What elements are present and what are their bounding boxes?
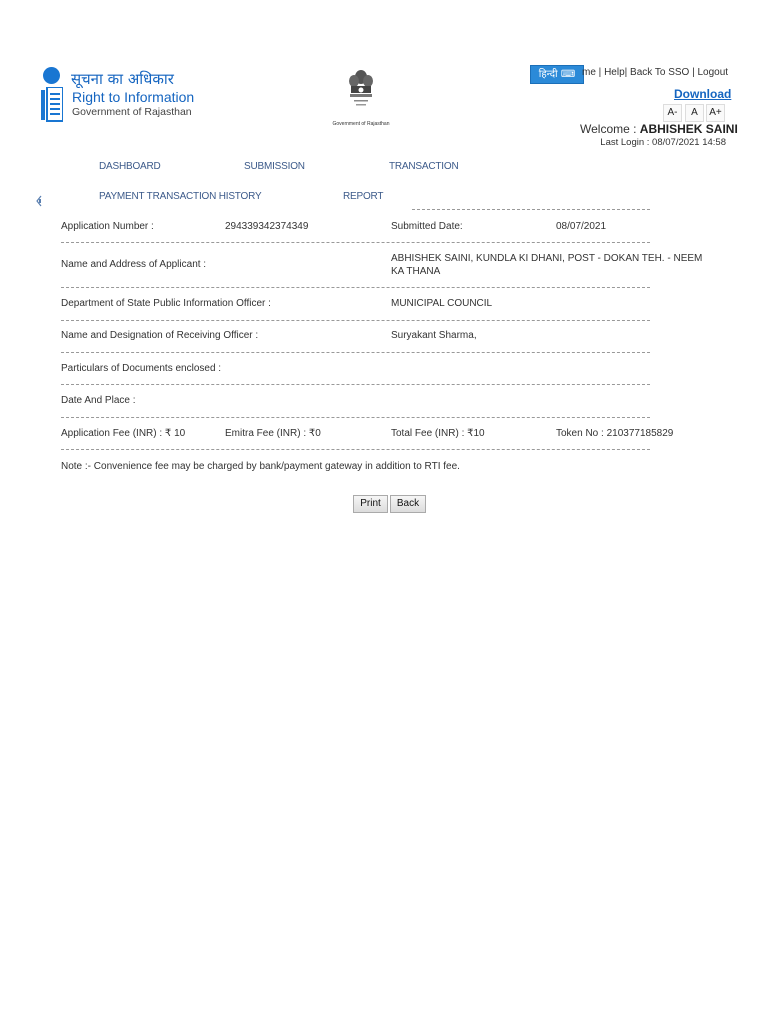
- emblem-caption: Government of Rajasthan: [332, 121, 390, 127]
- divider: [61, 417, 650, 418]
- rti-logo-person-icon: [43, 67, 60, 84]
- submitted-date-value: 08/07/2021: [556, 221, 607, 232]
- divider: [61, 384, 650, 385]
- application-number-value: 294339342374349: [225, 221, 309, 232]
- applicant-label: Name and Address of Applicant :: [61, 259, 207, 270]
- divider: [61, 352, 650, 353]
- sidebar-toggle-icon[interactable]: [36, 195, 42, 207]
- divider: [61, 242, 650, 243]
- nav-submission[interactable]: SUBMISSION: [244, 161, 305, 172]
- receiving-officer-label: Name and Designation of Receiving Officer :: [61, 330, 259, 341]
- application-fee: Application Fee (INR) : ₹ 10: [61, 428, 186, 439]
- nav-transaction[interactable]: TRANSACTION: [389, 161, 459, 172]
- nav-payment-transaction-history[interactable]: PAYMENT TRANSACTION HISTORY: [99, 191, 262, 202]
- date-place-label: Date And Place :: [61, 395, 136, 406]
- state-emblem-icon: [345, 68, 377, 116]
- print-button[interactable]: Print: [353, 495, 388, 513]
- welcome-label: Welcome :: [580, 122, 640, 136]
- help-link[interactable]: Help: [604, 67, 625, 78]
- logo-hindi-title: सूचना का अधिकार: [71, 70, 174, 88]
- rti-logo-document-icon: [41, 87, 63, 127]
- divider: [412, 209, 650, 210]
- download-link[interactable]: Download: [674, 87, 732, 101]
- divider: [61, 287, 650, 288]
- nav-report[interactable]: REPORT: [343, 191, 384, 202]
- divider: [61, 449, 650, 450]
- logo-subtitle: Government of Rajasthan: [72, 106, 192, 118]
- logout-link[interactable]: Logout: [697, 67, 729, 78]
- emitra-fee: Emitra Fee (INR) : ₹0: [225, 428, 321, 439]
- department-value: MUNICIPAL COUNCIL: [391, 298, 493, 309]
- home-link[interactable]: me: [582, 67, 596, 78]
- last-login: Last Login : 08/07/2021 14:58: [600, 137, 726, 148]
- department-label: Department of State Public Information Officer :: [61, 298, 271, 309]
- back-to-sso-link[interactable]: Back To SSO: [630, 67, 690, 78]
- font-decrease-button[interactable]: A-: [663, 104, 682, 122]
- submitted-date-label: Submitted Date:: [391, 221, 463, 232]
- font-normal-button[interactable]: A: [685, 104, 704, 122]
- total-fee: Total Fee (INR) : ₹10: [391, 428, 485, 439]
- user-name: ABHISHEK SAINI: [639, 122, 738, 136]
- back-button[interactable]: Back: [390, 495, 426, 513]
- divider: [61, 320, 650, 321]
- token-number: Token No : 210377185829: [556, 428, 674, 439]
- documents-label: Particulars of Documents enclosed :: [61, 363, 222, 374]
- applicant-value-line2: KA THANA: [391, 266, 441, 277]
- applicant-value-line1: ABHISHEK SAINI, KUNDLA KI DHANI, POST - DOKAN TEH. - NEEM: [391, 253, 703, 264]
- nav-dashboard[interactable]: DASHBOARD: [99, 161, 161, 172]
- application-number-label: Application Number :: [61, 221, 154, 232]
- welcome-text: [580, 122, 738, 136]
- hindi-button-label: हिन्दी: [538, 69, 558, 80]
- logo-title: Right to Information: [72, 89, 195, 105]
- font-increase-button[interactable]: A+: [706, 104, 725, 122]
- convenience-fee-note: Note :- Convenience fee may be charged by bank/payment gateway in addition to RTI fee.: [61, 461, 460, 472]
- top-links: me | Help| Back To SSO | Logout: [582, 67, 729, 78]
- hindi-language-button[interactable]: [530, 65, 584, 84]
- receiving-officer-value: Suryakant Sharma,: [391, 330, 477, 341]
- keyboard-icon: ⌨: [560, 69, 576, 80]
